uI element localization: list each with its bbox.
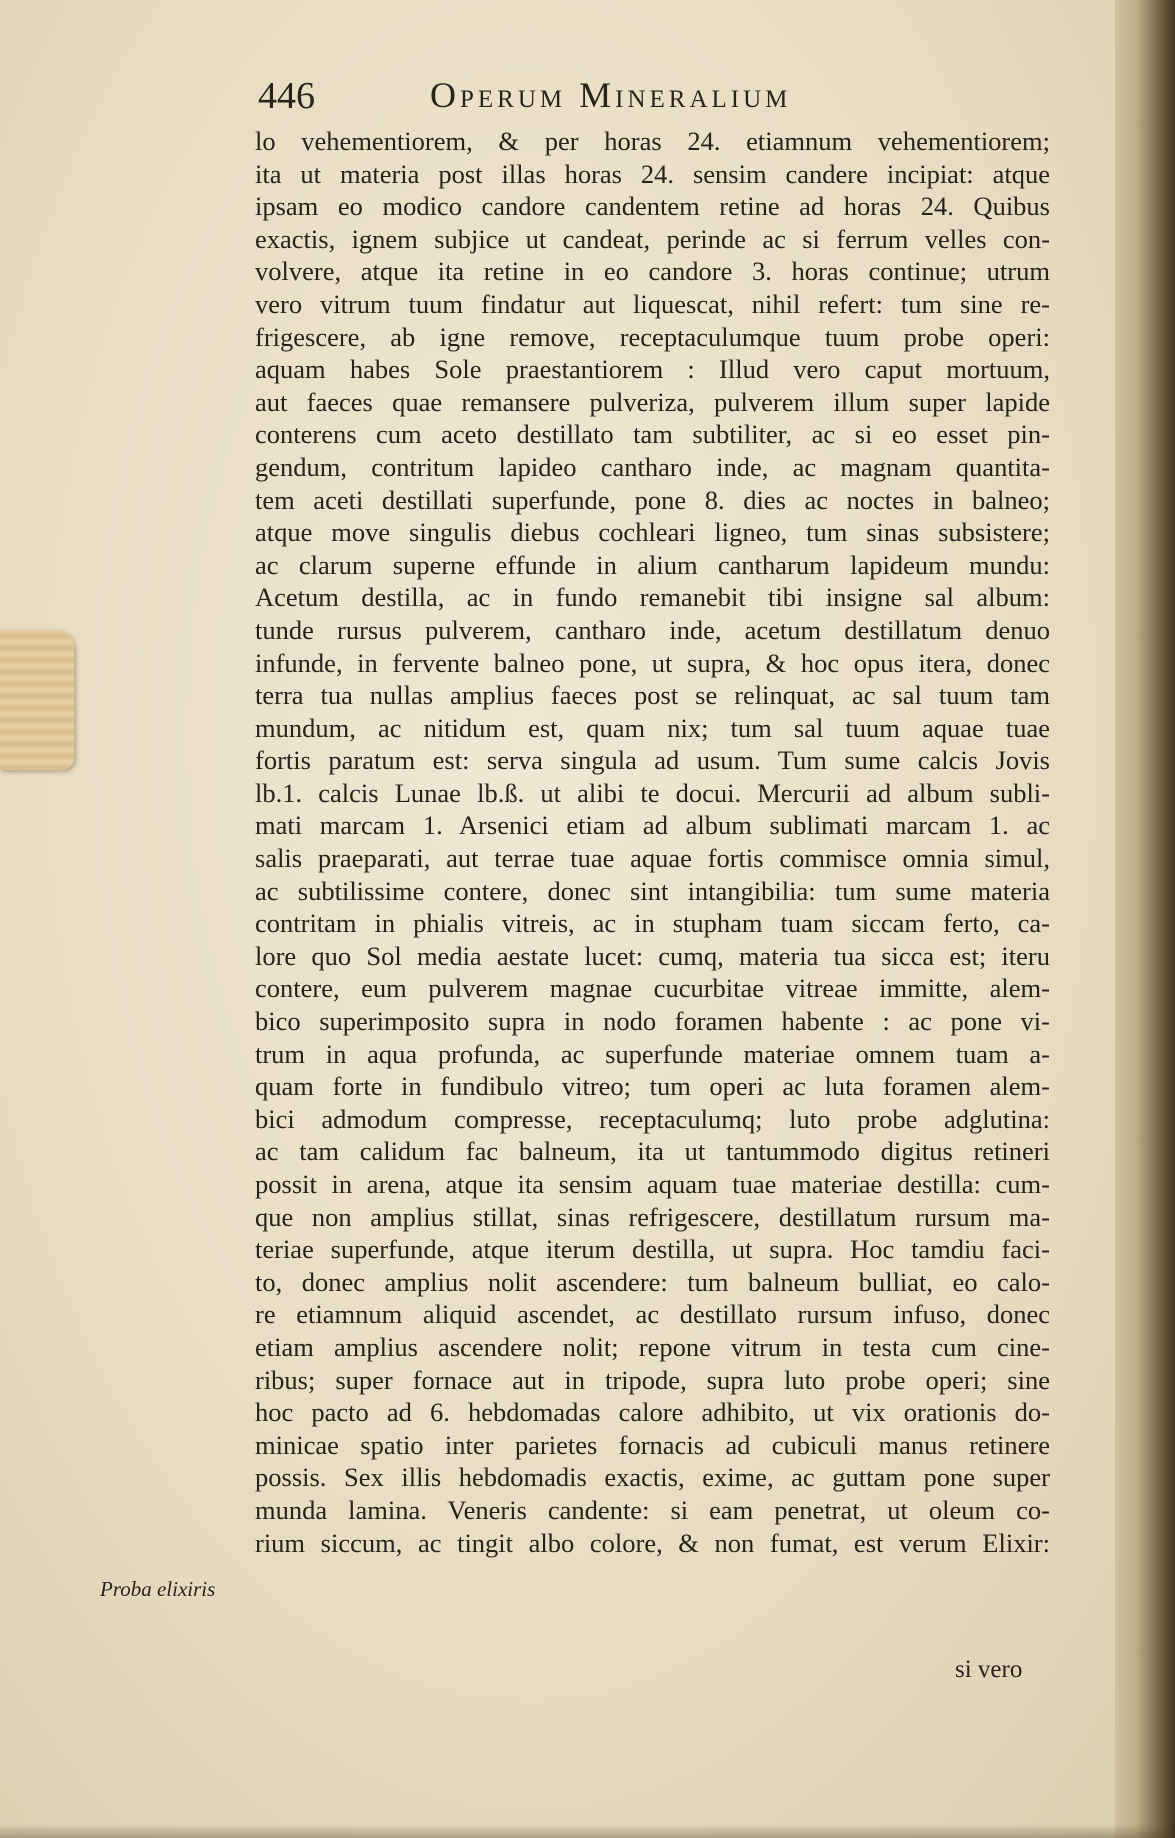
text-line: etiam amplius ascendere nolit; repone vitrum in testa cum cine- <box>255 1331 1050 1362</box>
text-line: Acetum destilla, ac in fundo remanebit tibi insigne sal album: <box>255 582 1050 613</box>
text-line: trum in aqua profunda, ac superfunde materiae omnem tuam a- <box>255 1038 1050 1069</box>
facing-page-bleed-through <box>1058 80 1113 1580</box>
text-line: ac tam calidum fac balneum, ita ut tantummodo digitus retineri <box>255 1136 1050 1167</box>
text-line: contritam in phialis vitreis, ac in stupham tuam siccam ferto, ca- <box>255 908 1050 939</box>
text-line: hoc pacto ad 6. hebdomadas calore adhibito, ut vix orationis do- <box>255 1397 1050 1428</box>
text-line: munda lamina. Veneris candente: si eam penetrat, ut oleum co- <box>255 1494 1050 1525</box>
text-line: tem aceti destillati superfunde, pone 8. dies ac noctes in balneo; <box>255 484 1050 515</box>
text-line: contere, eum pulverem magnae cucurbitae vitreae immitte, alem- <box>255 973 1050 1004</box>
text-line: gendum, contritum lapideo cantharo inde, ac magnam quantita- <box>255 451 1050 482</box>
text-line: to, donec amplius nolit ascendere: tum balneum bulliat, eo calo- <box>255 1266 1050 1297</box>
text-line: tunde rursus pulverem, cantharo inde, acetum destillatum denuo <box>255 614 1050 645</box>
text-line: atque move singulis diebus cochleari ligneo, tum sinas subsistere; <box>255 517 1050 548</box>
text-line: vero vitrum tuum findatur aut liquescat, nihil refert: tum sine re- <box>255 288 1050 319</box>
text-line: teriae superfunde, atque iterum destilla, ut supra. Hoc tamdiu faci- <box>255 1234 1050 1265</box>
text-line: ita ut materia post illas horas 24. sensim candere incipiat: atque <box>255 158 1050 189</box>
page-header <box>258 74 908 122</box>
book-binding-edge <box>1115 0 1175 1838</box>
text-line: ac subtilissime contere, donec sint intangibilia: tum sume materia <box>255 875 1050 906</box>
text-line: que non amplius stillat, sinas refrigescere, destillatum rursum ma- <box>255 1201 1050 1232</box>
text-line: exactis, ignem subjice ut candeat, perinde ac si ferrum velles con- <box>255 223 1050 254</box>
torn-paper-strip <box>0 630 74 770</box>
text-line: ac clarum superne effunde in alium cantharum lapideum mundu: <box>255 549 1050 580</box>
margin-note: Proba elixiris <box>100 1577 216 1601</box>
text-line: mati marcam 1. Arsenici etiam ad album sublimati marcam 1. ac <box>255 810 1050 841</box>
text-line: conterens cum aceto destillato tam subtiliter, ac si eo esset pin- <box>255 419 1050 450</box>
text-line: bici admodum compresse, receptaculumq; luto probe adglutina: <box>255 1103 1050 1134</box>
running-title: Operum Mineralium <box>430 75 792 115</box>
text-line: quam forte in fundibulo vitreo; tum operi ac luta foramen alem- <box>255 1071 1050 1102</box>
text-line: volvere, atque ita retine in eo candore 3. horas continue; utrum <box>255 256 1050 287</box>
body-text <box>255 125 1050 1559</box>
text-line: terra tua nullas amplius faeces post se relinquat, ac sal tuum tam <box>255 680 1050 711</box>
text-line: frigescere, ab igne remove, receptaculumque tuum probe operi: <box>255 321 1050 352</box>
text-line: rium siccum, ac tingit albo colore, & non fumat, est verum Elixir: <box>255 1527 1050 1558</box>
page-bottom-shadow <box>0 1824 1175 1838</box>
text-line: salis praeparati, aut terrae tuae aquae fortis commisce omnia simul, <box>255 843 1050 874</box>
text-line: lb.1. calcis Lunae lb.ß. ut alibi te docui. Mercurii ad album subli- <box>255 777 1050 808</box>
text-line: aquam habes Sole praestantiorem : Illud vero caput mortuum, <box>255 354 1050 385</box>
page-number: 446 <box>258 75 315 117</box>
text-line: lore quo Sol media aestate lucet: cumq, materia tua sicca est; iteru <box>255 940 1050 971</box>
text-line: mundum, ac nitidum est, quam nix; tum sal tuum aquae tuae <box>255 712 1050 743</box>
text-line: possit in arena, atque ita sensim aquam tuae materiae destilla: cum- <box>255 1169 1050 1199</box>
text-line: ribus; super fornace aut in tripode, supra luto probe operi; sine <box>255 1364 1050 1395</box>
text-line: re etiamnum aliquid ascendet, ac destillato rursum infuso, donec <box>255 1299 1050 1330</box>
catchword: si vero <box>955 1656 1023 1683</box>
text-line: infunde, in fervente balneo pone, ut supra, & hoc opus itera, donec <box>255 647 1050 678</box>
text-line: bico superimposito supra in nodo foramen habente : ac pone vi- <box>255 1006 1050 1037</box>
text-line: aut faeces quae remansere pulveriza, pulverem illum super lapide <box>255 386 1050 417</box>
text-line: possis. Sex illis hebdomadis exactis, exime, ac guttam pone super <box>255 1462 1050 1493</box>
text-line: fortis paratum est: serva singula ad usum. Tum sume calcis Jovis <box>255 745 1050 776</box>
text-line: minicae spatio inter parietes fornacis ad cubiculi manus retinere <box>255 1429 1050 1460</box>
text-line: ipsam eo modico candore candentem retine ad horas 24. Quibus <box>255 191 1050 222</box>
text-line: lo vehementiorem, & per horas 24. etiamnum vehementiorem; <box>255 126 1050 156</box>
